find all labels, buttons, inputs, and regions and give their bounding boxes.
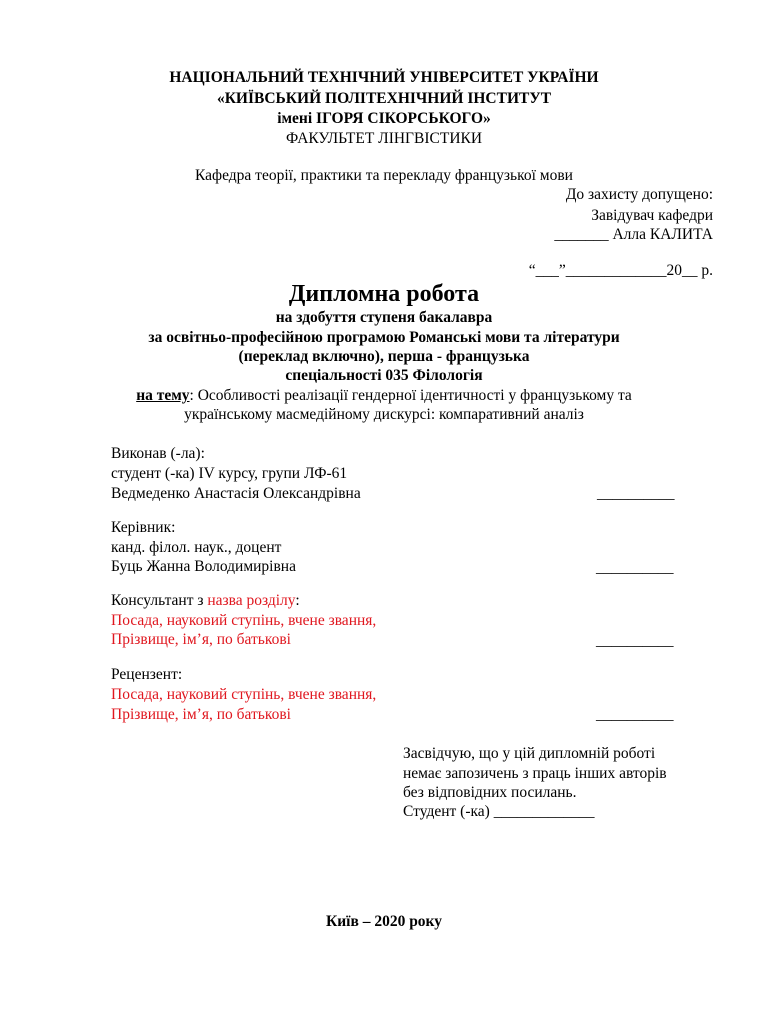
institute-named-after: імені ІГОРЯ СІКОРСЬКОГО» [277,110,491,127]
consultant-position: Посада, науковий ступінь, вчене звання, [111,612,377,629]
executor-signature-line: __________ [597,485,675,502]
consultant-label-prefix: Консультант з [111,592,208,609]
consultant-name: Прізвище, ім’я, по батькові [111,631,291,648]
approval-admitted: До захисту допущено: [565,186,713,203]
approval-head-signature: _______ Алла КАЛИТА [554,226,713,243]
program-line-1: за освітньо-професійною програмою Романські мови та літератури [148,329,620,346]
topic-label: на тему [136,387,190,404]
supervisor-degree: канд. філол. наук., доцент [111,539,282,556]
institute-name: «КИЇВСЬКИЙ ПОЛІТЕХНІЧНИЙ ІНСТИТУТ [216,90,552,107]
declaration-student-signature: Студент (-ка) _____________ [403,803,595,820]
program-line-2: (переклад включно), перша - французька [238,348,530,365]
declaration-line-2: немає запозичень з праць інших авторів [403,765,667,782]
document-title: Дипломна робота [288,281,480,307]
supervisor-name: Буць Жанна Володимирівна [111,558,296,575]
supervisor-signature-line: __________ [596,559,674,576]
reviewer-name: Прізвище, ім’я, по батькові [111,706,291,723]
reviewer-signature-line: __________ [596,706,674,723]
executor-name: Ведмеденко Анастасія Олександрівна [111,485,361,502]
department-name: Кафедра теорії, практики та перекладу французької мови [195,167,573,184]
specialty-line: спеціальності 035 Філологія [285,367,483,384]
consultant-signature-line: __________ [596,632,674,649]
degree-line: на здобуття ступеня бакалавра [275,309,493,326]
topic-line-1 [0,386,768,405]
faculty-name: ФАКУЛЬТЕТ ЛІНГВІСТИКИ [285,130,483,147]
approval-head-of-department: Завідувач кафедри [591,207,713,224]
reviewer-position: Посада, науковий ступінь, вчене звання, [111,686,377,703]
topic-text-1: : Особливості реалізації гендерної ідентичності у французькому та [189,387,632,404]
declaration-line-1: Засвідчую, що у цій дипломній роботі [403,745,656,762]
city-year: Київ – 2020 року [325,913,443,930]
university-name: НАЦІОНАЛЬНИЙ ТЕХНІЧНИЙ УНІВЕРСИТЕТ УКРАЇНИ [169,69,599,86]
supervisor-label: Керівник: [111,519,176,536]
consultant-label [111,591,300,610]
declaration-line-3: без відповідних посилань. [403,784,577,801]
reviewer-label: Рецензент: [111,666,183,683]
executor-group: студент (-ка) IV курсу, групи ЛФ-61 [111,465,348,482]
executor-label: Виконав (-ла): [111,445,205,462]
topic-line-2: українському масмедійному дискурсі: компаративний аналіз [184,406,584,423]
consultant-label-suffix: : [295,592,300,609]
approval-date: “___”_____________20__ р. [528,262,713,279]
consultant-section-placeholder: назва розділу [207,592,296,609]
